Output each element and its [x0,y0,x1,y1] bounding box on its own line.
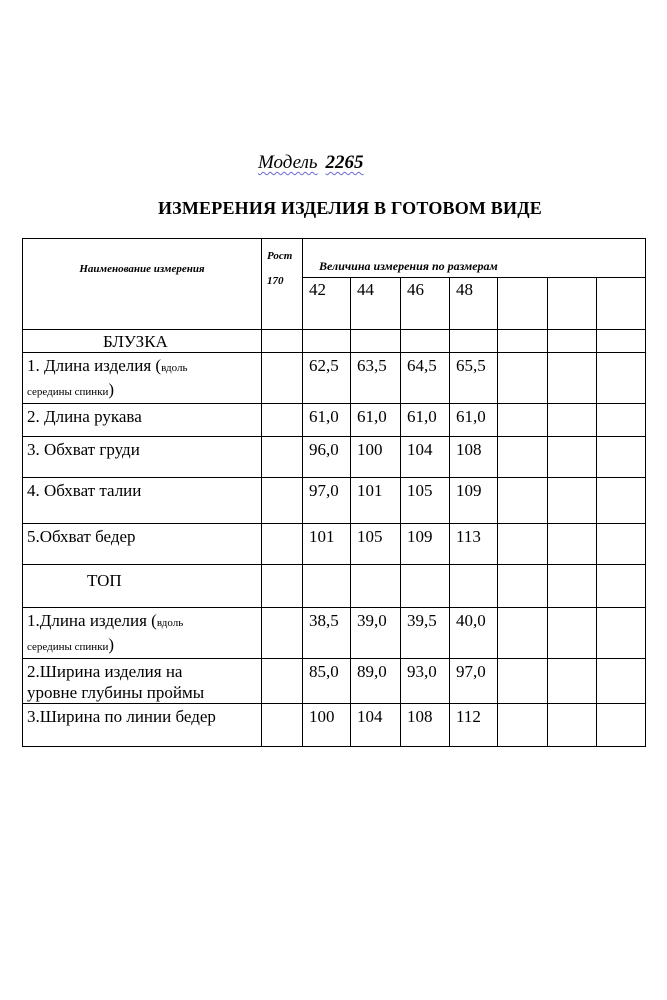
rost-cell [262,704,303,747]
empty-cell [498,608,548,659]
empty-cell [498,524,548,565]
row-name [23,659,262,704]
empty-cell [498,404,548,437]
value-cell: 105 [351,524,401,565]
empty-cell [401,565,450,608]
row-name: 3. Обхват груди [23,437,262,478]
row-name: 5.Обхват бедер [23,524,262,565]
empty-cell [498,278,548,330]
empty-cell [548,659,597,704]
value-cell: 108 [450,437,498,478]
size-48: 48 [450,278,498,330]
value-cell: 101 [351,478,401,524]
value-cell: 97,0 [450,659,498,704]
row-name-text-2: уровне глубины проймы [27,683,205,702]
empty-cell [262,330,303,353]
rost-cell [262,437,303,478]
header-rost-label: Рост [267,250,293,262]
value-cell: 38,5 [303,608,351,659]
empty-cell [548,330,597,353]
empty-cell [351,330,401,353]
empty-cell [548,704,597,747]
empty-cell [450,330,498,353]
rost-cell [262,353,303,404]
size-46: 46 [401,278,450,330]
empty-cell [450,565,498,608]
value-cell: 104 [401,437,450,478]
empty-cell [548,353,597,404]
size-44: 44 [351,278,401,330]
rost-cell [262,608,303,659]
value-cell: 100 [351,437,401,478]
value-cell: 109 [401,524,450,565]
empty-cell [401,330,450,353]
header-rost-cell [262,239,303,330]
empty-cell [597,278,646,330]
section-title-blouse: БЛУЗКА [23,330,262,353]
model-heading [258,152,364,174]
value-cell: 63,5 [351,353,401,404]
value-cell: 104 [351,704,401,747]
row-name-text-2: середины спинки [27,386,109,398]
empty-cell [303,565,351,608]
header-rost-value: 170 [267,275,284,287]
empty-cell [548,524,597,565]
rost-cell [262,659,303,704]
header-name-label: Наименование измерения [79,263,205,275]
value-cell: 109 [450,478,498,524]
header-size-label: Величина измерения по размерам [319,259,498,273]
empty-cell [597,608,646,659]
empty-cell [597,404,646,437]
empty-cell [548,404,597,437]
empty-cell [548,478,597,524]
measurements-table [22,238,646,747]
header-name-cell [23,239,262,330]
empty-cell [498,565,548,608]
value-cell: 85,0 [303,659,351,704]
value-cell: 64,5 [401,353,450,404]
value-cell: 89,0 [351,659,401,704]
row-note: вдоль [161,362,188,374]
empty-cell [597,478,646,524]
model-number: 2265 [325,152,364,173]
row-name: 3.Ширина по линии бедер [23,704,262,747]
empty-cell [597,330,646,353]
row-name-text: 1. Длина изделия ( [27,356,162,375]
value-cell: 108 [401,704,450,747]
value-cell: 39,0 [351,608,401,659]
value-cell: 65,5 [450,353,498,404]
value-cell: 97,0 [303,478,351,524]
empty-cell [262,565,303,608]
empty-cell [498,330,548,353]
empty-cell [548,437,597,478]
empty-cell [498,704,548,747]
row-note: вдоль [156,617,184,629]
empty-cell [597,659,646,704]
empty-cell [597,704,646,747]
rost-cell [262,478,303,524]
empty-cell [597,437,646,478]
row-name-text-2: середины спинки [27,641,109,653]
value-cell: 100 [303,704,351,747]
empty-cell [498,437,548,478]
empty-cell [597,353,646,404]
row-name-text: 2.Ширина изделия на [27,662,183,681]
rost-cell [262,404,303,437]
value-cell: 40,0 [450,608,498,659]
row-name [23,353,262,404]
value-cell: 61,0 [351,404,401,437]
row-name-tail: ) [108,380,115,399]
size-42: 42 [303,278,351,330]
row-name: 4. Обхват талии [23,478,262,524]
empty-cell [498,478,548,524]
empty-cell [548,608,597,659]
value-cell: 105 [401,478,450,524]
empty-cell [351,565,401,608]
row-name: 2. Длина рукава [23,404,262,437]
value-cell: 113 [450,524,498,565]
row-name [23,608,262,659]
row-name-text: 1.Длина изделия ( [27,611,157,630]
section-title-top: ТОП [23,565,262,608]
model-label: Модель [258,152,318,173]
empty-cell [303,330,351,353]
empty-cell [597,524,646,565]
empty-cell [498,353,548,404]
value-cell: 39,5 [401,608,450,659]
document-title: ИЗМЕРЕНИЯ ИЗДЕЛИЯ В ГОТОВОМ ВИДЕ [157,198,543,218]
value-cell: 93,0 [401,659,450,704]
value-cell: 61,0 [303,404,351,437]
value-cell: 101 [303,524,351,565]
value-cell: 96,0 [303,437,351,478]
value-cell: 112 [450,704,498,747]
value-cell: 62,5 [303,353,351,404]
header-size-cell [303,239,646,278]
row-name-tail: ) [108,635,115,654]
empty-cell [597,565,646,608]
empty-cell [548,278,597,330]
value-cell: 61,0 [401,404,450,437]
value-cell: 61,0 [450,404,498,437]
empty-cell [548,565,597,608]
empty-cell [498,659,548,704]
rost-cell [262,524,303,565]
